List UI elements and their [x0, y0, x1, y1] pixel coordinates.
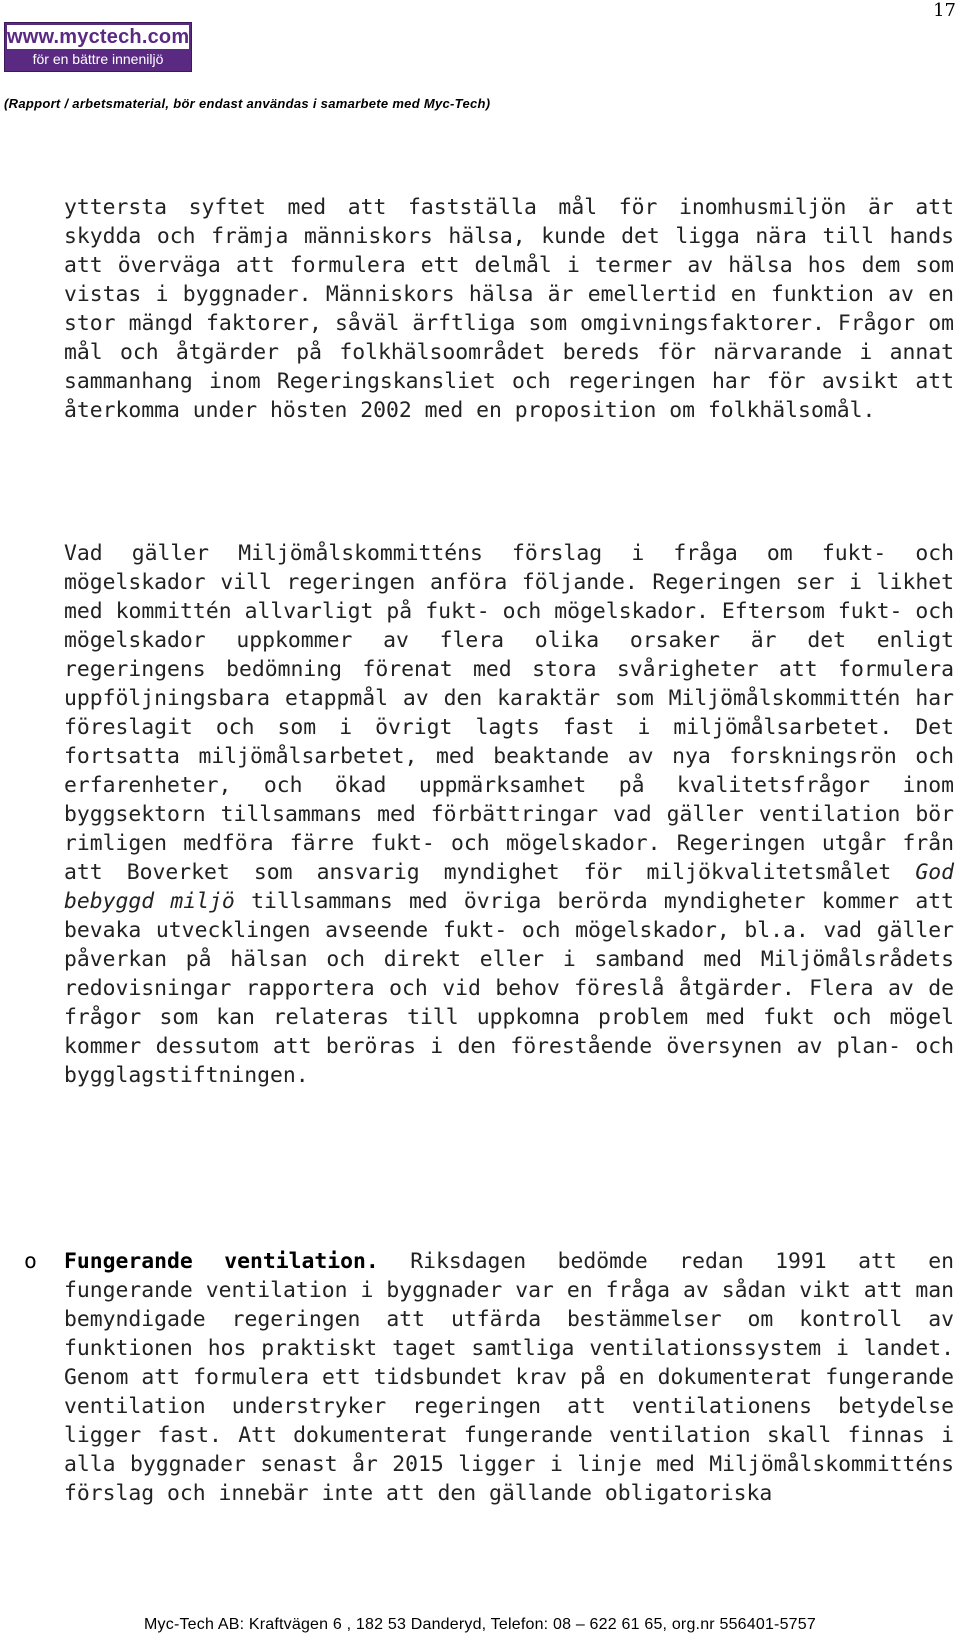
- paragraph-moisture-mold-part-b: tillsammans med övriga berörda myndigheter kommer att bevaka utvecklingen avseende fukt- och mögelskador, bl.a. vad gäller påverkan på hälsan och direkt eller i samband med Miljömålsrådets redovisningar rapportera och vid behov föreslå åtgärder. Flera av de frågor som kan relateras till uppkomna problem med fukt och mögel kommer dessutom att beröras i den förestående översynen av plan- och bygglagstiftningen.: [64, 889, 954, 1088]
- logo-url-text: www.myctech.com: [7, 26, 190, 48]
- bullet-marker: o: [24, 1249, 37, 1274]
- footer-company-info: Myc-Tech AB: Kraftvägen 6 , 182 53 Danderyd, Telefon: 08 – 622 61 65, org.nr 556401-5757: [144, 1616, 816, 1633]
- header-note: (Rapport / arbetsmaterial, bör endast användas i samarbete med Myc-Tech): [4, 96, 491, 111]
- myctech-logo: [4, 22, 192, 72]
- paragraph-moisture-mold: [64, 539, 954, 1090]
- paragraph-moisture-mold-part-a: Vad gäller Miljömålskommitténs förslag i fråga om fukt- och mögelskador vill regeringen anföra följande. Regeringen ser i likhet med kommittén allvarligt på fukt- och mögelskador. Eftersom fukt- och mögelskador uppkommer av flera olika orsaker är det enligt regeringens bedömning förenat med stora svårigheter att formulera uppföljningsbara etappmål av den karaktär som Miljömålskommittén har föreslagit och som i övrigt lagts fast i miljömålsarbetet. Det fortsatta miljömålsarbetet, med beaktande av nya forskningsrön och erfarenheter, och ökad uppmärksamhet på kvalitetsfrågor inom byggsektorn tillsammans med förbättringar vad gäller ventilation bör rimligen medföra färre fukt- och mögelskador. Regeringen utgår från att Boverket som ansvarig myndighet för miljökvalitetsmålet: [64, 541, 954, 885]
- ventilation-text: Riksdagen bedömde redan 1991 att en fungerande ventilation i byggnader var en fråga av sådan vikt att man bemyndigade regeringen att utfärda bestämmelser om kontroll av funktionen hos praktiskt taget samtliga ventilationssystem i landet. Genom att formulera ett tidsbundet krav på en dokumenterat fungerande ventilation understryker regeringen att ventilationens betydelse ligger fast. Att dokumenterat fungerande ventilation skall finnas i alla byggnader senast år 2015 ligger i linje med Miljömålskommitténs förslag och innebär inte att den gällande obligatoriska: [64, 1249, 954, 1506]
- logo-slogan-text: för en bättre inneniljö: [32, 51, 164, 67]
- ventilation-heading: Fungerande ventilation.: [64, 1249, 379, 1274]
- paragraph-health-goals: yttersta syftet med att fastställa mål för inomhusmiljön är att skydda och främja människors hälsa, kunde det ligga nära till hands att överväga att formulera ett delmål i termer av hälsa hos dem som vistas i byggnader. Människors hälsa är emellertid en funktion av en stor mängd faktorer, såväl ärftliga som omgivningsfaktorer. Frågor om mål och åtgärder på folkhälsoområdet bereds för närvarande i annat sammanhang inom Regeringskansliet och regeringen har för avsikt att återkomma under hösten 2002 med en proposition om folkhälsomål.: [64, 195, 954, 423]
- page-number: 17: [933, 0, 956, 21]
- environmental-goal-name: God bebyggd miljö: [64, 860, 954, 914]
- paragraph-ventilation: [64, 1247, 954, 1508]
